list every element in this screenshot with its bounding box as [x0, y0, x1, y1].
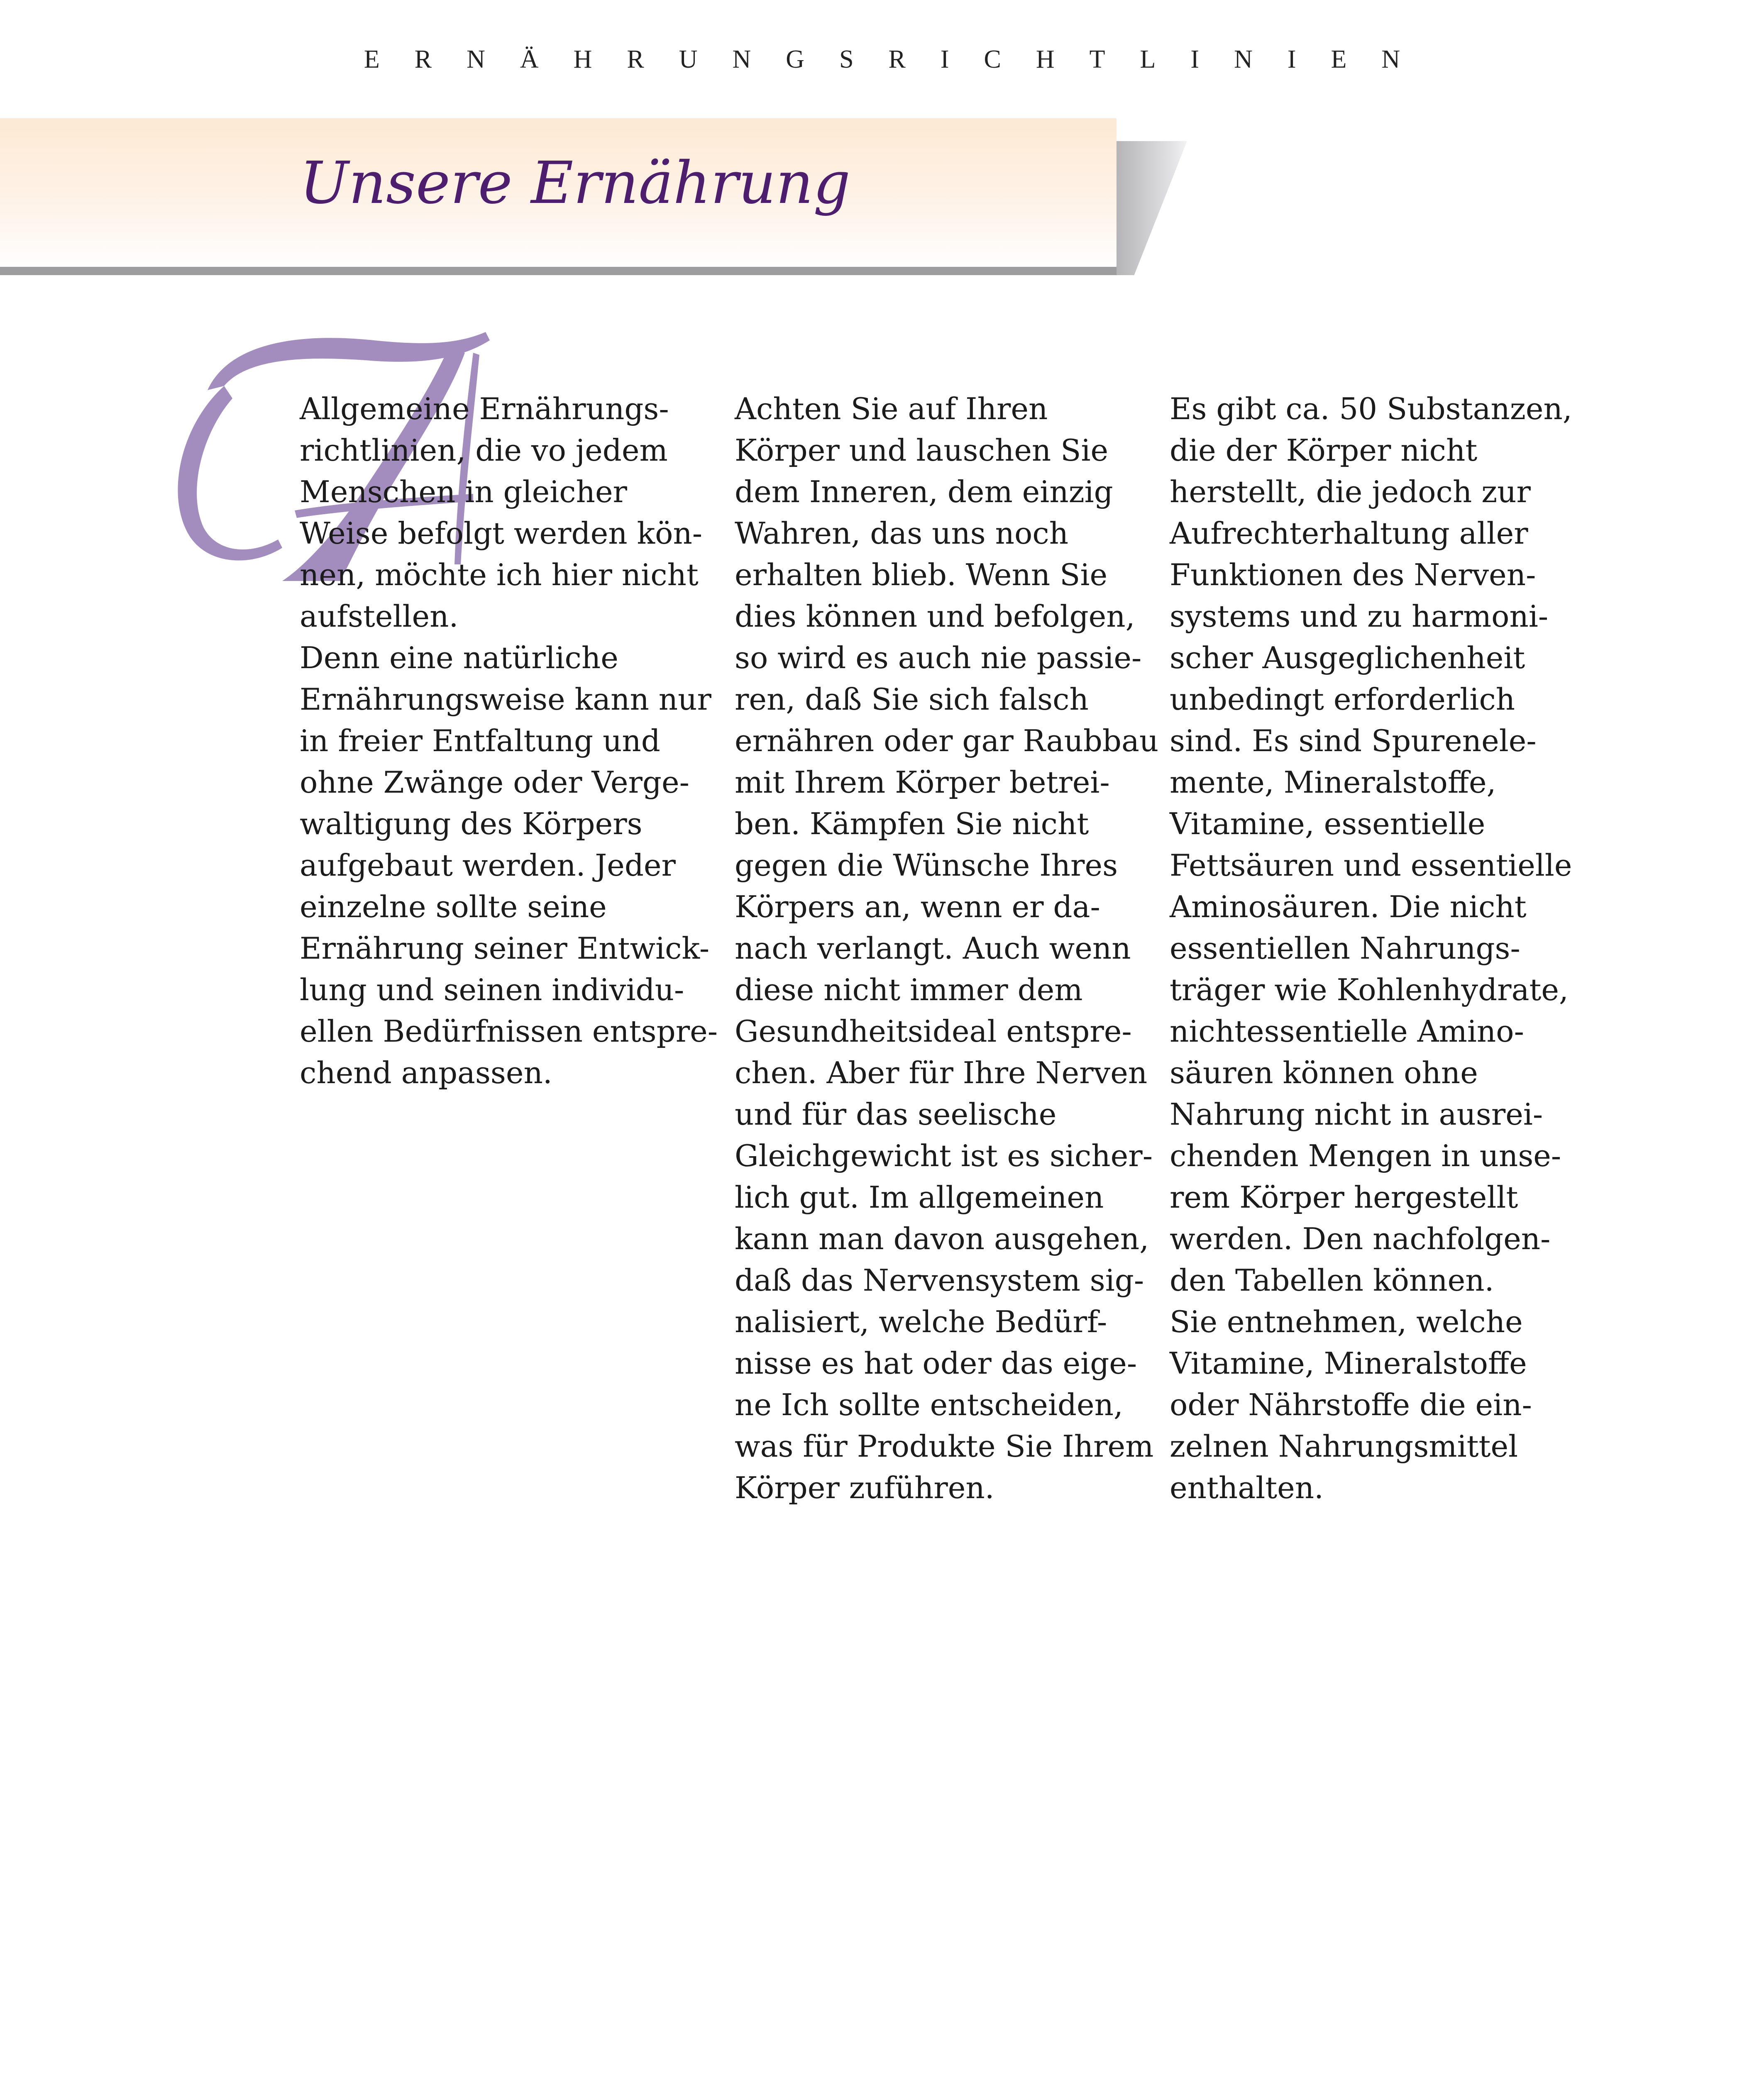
text-line: dem Inneren, dem einzig [735, 474, 1113, 509]
text-line: chen. Aber für Ihre Nerven [735, 1055, 1148, 1090]
text-column-3 [1170, 388, 1585, 1509]
text-line: Fettsäuren und essentielle [1170, 848, 1572, 883]
text-line: rem Körper hergestellt [1170, 1180, 1518, 1215]
text-line: nichtessentielle Amino- [1170, 1014, 1524, 1049]
text-line: ellen Bedürfnissen entspre- [300, 1014, 718, 1049]
text-line: unbedingt erforderlich [1170, 682, 1515, 717]
text-column-2 [735, 388, 1159, 1509]
text-line: so wird es auch nie passie- [735, 640, 1142, 675]
text-line: herstellt, die jedoch zur [1170, 474, 1531, 509]
text-line: ben. Kämpfen Sie nicht [735, 806, 1089, 841]
text-line: Gesundheitsideal entspre- [735, 1014, 1132, 1049]
text-line: oder Nährstoffe die ein- [1170, 1387, 1532, 1422]
text-line: lung und seinen individu- [300, 972, 684, 1007]
text-line: Wahren, das uns noch [735, 516, 1069, 551]
text-line: in freier Entfaltung und [300, 723, 660, 758]
text-line: Weise befolgt werden kön- [300, 516, 703, 551]
text-line: lich gut. Im allgemeinen [735, 1180, 1104, 1215]
text-line: dies können und befolgen, [735, 599, 1135, 634]
text-line: sind. Es sind Spurenele- [1170, 723, 1537, 758]
text-line: daß das Nervensystem sig- [735, 1263, 1144, 1298]
text-line: Aminosäuren. Die nicht [1170, 889, 1527, 924]
text-line: Allgemeine Ernährungs- [300, 391, 669, 426]
text-line: was für Produkte Sie Ihrem [735, 1429, 1154, 1464]
text-line: gegen die Wünsche Ihres [735, 848, 1118, 883]
text-line: ohne Zwänge oder Verge- [300, 765, 689, 800]
text-line: systems und zu harmoni- [1170, 599, 1549, 634]
text-line: kann man davon ausgehen, [735, 1221, 1149, 1256]
text-line: chend anpassen. [300, 1055, 552, 1090]
text-line: nen, möchte ich hier nicht [300, 557, 699, 592]
text-line: mente, Mineralstoffe, [1170, 765, 1496, 800]
text-line: Es gibt ca. 50 Substanzen, [1170, 391, 1572, 426]
text-line: werden. Den nachfolgen- [1170, 1221, 1551, 1256]
text-line: enthalten. [1170, 1470, 1324, 1505]
text-line: aufstellen. [300, 599, 459, 634]
text-line: Vitamine, Mineralstoffe [1170, 1346, 1527, 1381]
text-line: Ernährungsweise kann nur [300, 682, 711, 717]
text-line: Aufrechterhaltung aller [1170, 516, 1528, 551]
text-line: die der Körper nicht [1170, 433, 1478, 468]
text-line: einzelne sollte seine [300, 889, 607, 924]
text-line: Körper zuführen. [735, 1470, 994, 1505]
text-line: Sie entnehmen, welche [1170, 1304, 1523, 1339]
text-line: Nahrung nicht in ausrei- [1170, 1097, 1543, 1132]
text-line: essentiellen Nahrungs- [1170, 931, 1520, 966]
text-line: chenden Mengen in unse- [1170, 1138, 1561, 1173]
text-column-1 [300, 388, 718, 1094]
text-line: richtlinien, die vo jedem [300, 433, 668, 468]
text-line: scher Ausgeglichenheit [1170, 640, 1525, 675]
text-line: träger wie Kohlenhydrate, [1170, 972, 1569, 1007]
title-band-shadow [1117, 141, 1187, 275]
text-line: Körpers an, wenn er da- [735, 889, 1100, 924]
text-line: nisse es hat oder das eige- [735, 1346, 1137, 1381]
text-line: Ernährung seiner Entwick- [300, 931, 710, 966]
text-line: Menschen in gleicher [300, 474, 627, 509]
text-line: säuren können ohne [1170, 1055, 1478, 1090]
text-line: nalisiert, welche Bedürf- [735, 1304, 1107, 1339]
text-line: nach verlangt. Auch wenn [735, 931, 1131, 966]
text-line: zelnen Nahrungsmittel [1170, 1429, 1518, 1464]
text-line: Körper und lauschen Sie [735, 433, 1109, 468]
text-line: diese nicht immer dem [735, 972, 1083, 1007]
text-line: den Tabellen können. [1170, 1263, 1494, 1298]
text-line: Achten Sie auf Ihren [735, 391, 1048, 426]
running-head: ERNÄHRUNGSRICHTLINIEN [364, 45, 1435, 73]
text-line: Funktionen des Nerven- [1170, 557, 1536, 592]
text-line: erhalten blieb. Wenn Sie [735, 557, 1108, 592]
text-line: waltigung des Körpers [300, 806, 643, 841]
text-line: ne Ich sollte entscheiden, [735, 1387, 1123, 1422]
text-line: und für das seelische [735, 1097, 1057, 1132]
text-line: ernähren oder gar Raubbau [735, 723, 1159, 758]
text-line: mit Ihrem Körper betrei- [735, 765, 1110, 800]
text-line: Denn eine natürliche [300, 640, 618, 675]
text-line: aufgebaut werden. Jeder [300, 848, 676, 883]
page-title: Unsere Ernährung [300, 149, 850, 217]
title-rule [0, 267, 1117, 275]
text-line: Gleichgewicht ist es sicher- [735, 1138, 1153, 1173]
text-line: Vitamine, essentielle [1170, 806, 1485, 841]
text-line: ren, daß Sie sich falsch [735, 682, 1089, 717]
